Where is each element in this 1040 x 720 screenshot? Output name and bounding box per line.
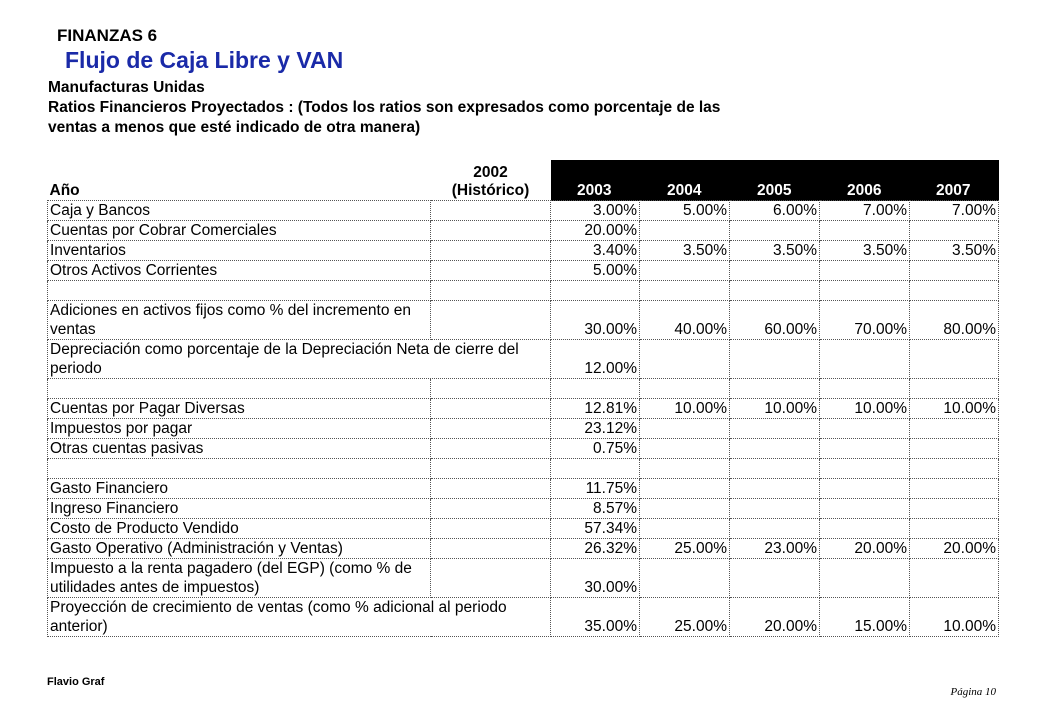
empty-cell (640, 379, 730, 399)
year-header-2006: 2006 (820, 160, 910, 201)
year-header-2003: 2003 (551, 160, 640, 201)
hist-cell (431, 241, 551, 261)
value-cell: 7.00% (910, 201, 999, 221)
value-cell (910, 479, 999, 499)
hist-label: (Histórico) (451, 182, 530, 199)
year-header-2007: 2007 (910, 160, 999, 201)
value-cell: 80.00% (910, 301, 999, 340)
spacer-row (48, 281, 999, 301)
row-label: Cuentas por Cobrar Comerciales (48, 221, 431, 241)
value-cell: 6.00% (730, 201, 820, 221)
value-cell (820, 439, 910, 459)
year-header-2004: 2004 (640, 160, 730, 201)
value-cell (640, 499, 730, 519)
spacer-row (48, 379, 999, 399)
value-cell (820, 519, 910, 539)
value-cell: 57.34% (551, 519, 640, 539)
empty-cell (730, 379, 820, 399)
subtitle-block (48, 78, 720, 138)
empty-cell (48, 281, 431, 301)
empty-cell (730, 459, 820, 479)
hist-cell (431, 399, 551, 419)
ratios-table (47, 160, 999, 637)
table-row (48, 419, 999, 439)
historical-header (431, 160, 551, 201)
value-cell: 30.00% (551, 559, 640, 598)
value-cell (910, 519, 999, 539)
value-cell: 11.75% (551, 479, 640, 499)
value-cell (640, 559, 730, 598)
company-name: Manufacturas Unidas (48, 79, 205, 96)
value-cell: 10.00% (910, 598, 999, 637)
empty-cell (640, 459, 730, 479)
value-cell: 8.57% (551, 499, 640, 519)
value-cell: 3.50% (640, 241, 730, 261)
empty-cell (551, 281, 640, 301)
empty-cell (431, 281, 551, 301)
hist-cell (431, 559, 551, 598)
value-cell: 25.00% (640, 598, 730, 637)
hist-cell (431, 221, 551, 241)
value-cell (820, 221, 910, 241)
value-cell (640, 519, 730, 539)
row-label: Depreciación como porcentaje de la Depreciación Neta de cierre del periodo (48, 340, 551, 379)
value-cell: 3.40% (551, 241, 640, 261)
table-row (48, 221, 999, 241)
row-label: Ingreso Financiero (48, 499, 431, 519)
table-row (48, 519, 999, 539)
hist-cell (431, 419, 551, 439)
row-label: Proyección de crecimiento de ventas (como % adicional al periodo anterior) (48, 598, 551, 637)
value-cell (640, 340, 730, 379)
value-cell (910, 419, 999, 439)
hist-cell (431, 261, 551, 281)
value-cell: 20.00% (910, 539, 999, 559)
row-label: Otros Activos Corrientes (48, 261, 431, 281)
value-cell (910, 340, 999, 379)
value-cell: 10.00% (640, 399, 730, 419)
table-row (48, 241, 999, 261)
value-cell (820, 479, 910, 499)
table-row (48, 439, 999, 459)
row-label: Gasto Financiero (48, 479, 431, 499)
value-cell (820, 340, 910, 379)
value-cell: 35.00% (551, 598, 640, 637)
value-cell (640, 479, 730, 499)
empty-cell (910, 459, 999, 479)
value-cell (730, 439, 820, 459)
year-header: Año (49, 182, 80, 199)
author-label: Flavio Graf (47, 676, 105, 688)
hist-cell (431, 439, 551, 459)
row-label: Inventarios (48, 241, 431, 261)
value-cell (730, 519, 820, 539)
table-row (48, 598, 999, 637)
hist-cell (431, 539, 551, 559)
table-row (48, 479, 999, 499)
hist-cell (431, 519, 551, 539)
value-cell (730, 559, 820, 598)
value-cell: 12.81% (551, 399, 640, 419)
empty-cell (730, 281, 820, 301)
value-cell (640, 221, 730, 241)
table-row (48, 539, 999, 559)
hist-cell (431, 201, 551, 221)
value-cell: 3.50% (730, 241, 820, 261)
row-label: Impuestos por pagar (48, 419, 431, 439)
value-cell: 0.75% (551, 439, 640, 459)
row-label: Costo de Producto Vendido (48, 519, 431, 539)
empty-cell (48, 459, 431, 479)
row-label: Adiciones en activos fijos como % del incremento en ventas (48, 301, 431, 340)
table-row (48, 559, 999, 598)
value-cell (910, 439, 999, 459)
value-cell: 40.00% (640, 301, 730, 340)
row-label: Gasto Operativo (Administración y Ventas) (48, 539, 431, 559)
value-cell: 10.00% (910, 399, 999, 419)
value-cell (820, 499, 910, 519)
hist-year: 2002 (473, 164, 508, 181)
value-cell (730, 499, 820, 519)
empty-cell (820, 281, 910, 301)
value-cell: 10.00% (820, 399, 910, 419)
course-label: FINANZAS 6 (57, 26, 158, 45)
value-cell: 3.50% (910, 241, 999, 261)
value-cell: 15.00% (820, 598, 910, 637)
value-cell (730, 261, 820, 281)
empty-cell (820, 459, 910, 479)
row-label: Impuesto a la renta pagadero (del EGP) (como % de utilidades antes de impuestos) (48, 559, 431, 598)
value-cell: 3.50% (820, 241, 910, 261)
hist-cell (431, 499, 551, 519)
value-cell (730, 340, 820, 379)
empty-cell (910, 281, 999, 301)
value-cell: 26.32% (551, 539, 640, 559)
empty-cell (640, 281, 730, 301)
value-cell: 20.00% (820, 539, 910, 559)
empty-cell (551, 379, 640, 399)
value-cell: 3.00% (551, 201, 640, 221)
table-row (48, 301, 999, 340)
hist-cell (431, 479, 551, 499)
table-row (48, 201, 999, 221)
table-row (48, 261, 999, 281)
empty-cell (910, 379, 999, 399)
value-cell: 25.00% (640, 539, 730, 559)
spacer-row (48, 459, 999, 479)
value-cell: 70.00% (820, 301, 910, 340)
value-cell: 23.12% (551, 419, 640, 439)
hist-cell (431, 301, 551, 340)
year-header-2005: 2005 (730, 160, 820, 201)
value-cell: 23.00% (730, 539, 820, 559)
empty-cell (551, 459, 640, 479)
empty-cell (48, 379, 431, 399)
value-cell (730, 479, 820, 499)
value-cell (730, 419, 820, 439)
value-cell: 12.00% (551, 340, 640, 379)
value-cell (820, 419, 910, 439)
value-cell (910, 261, 999, 281)
empty-cell (431, 379, 551, 399)
value-cell: 30.00% (551, 301, 640, 340)
description-line-1: Ratios Financieros Proyectados : (Todos los ratios son expresados como porcentaje de las (48, 99, 721, 116)
value-cell (640, 439, 730, 459)
row-label: Cuentas por Pagar Diversas (48, 399, 431, 419)
table-row (48, 340, 999, 379)
value-cell: 5.00% (640, 201, 730, 221)
value-cell (910, 221, 999, 241)
value-cell (640, 261, 730, 281)
value-cell (730, 221, 820, 241)
value-cell (820, 261, 910, 281)
row-label: Caja y Bancos (48, 201, 431, 221)
value-cell (820, 559, 910, 598)
row-label: Otras cuentas pasivas (48, 439, 431, 459)
value-cell: 20.00% (551, 221, 640, 241)
value-cell: 10.00% (730, 399, 820, 419)
value-cell (910, 499, 999, 519)
empty-cell (431, 459, 551, 479)
value-cell: 7.00% (820, 201, 910, 221)
empty-cell (820, 379, 910, 399)
value-cell (640, 419, 730, 439)
value-cell: 5.00% (551, 261, 640, 281)
page-title: Flujo de Caja Libre y VAN (65, 47, 344, 73)
page-number: Página 10 (950, 686, 996, 698)
value-cell: 60.00% (730, 301, 820, 340)
header-row (48, 160, 999, 201)
table-row (48, 499, 999, 519)
description-line-2: ventas a menos que esté indicado de otra manera) (48, 119, 421, 136)
table-row (48, 399, 999, 419)
value-cell (910, 559, 999, 598)
value-cell: 20.00% (730, 598, 820, 637)
